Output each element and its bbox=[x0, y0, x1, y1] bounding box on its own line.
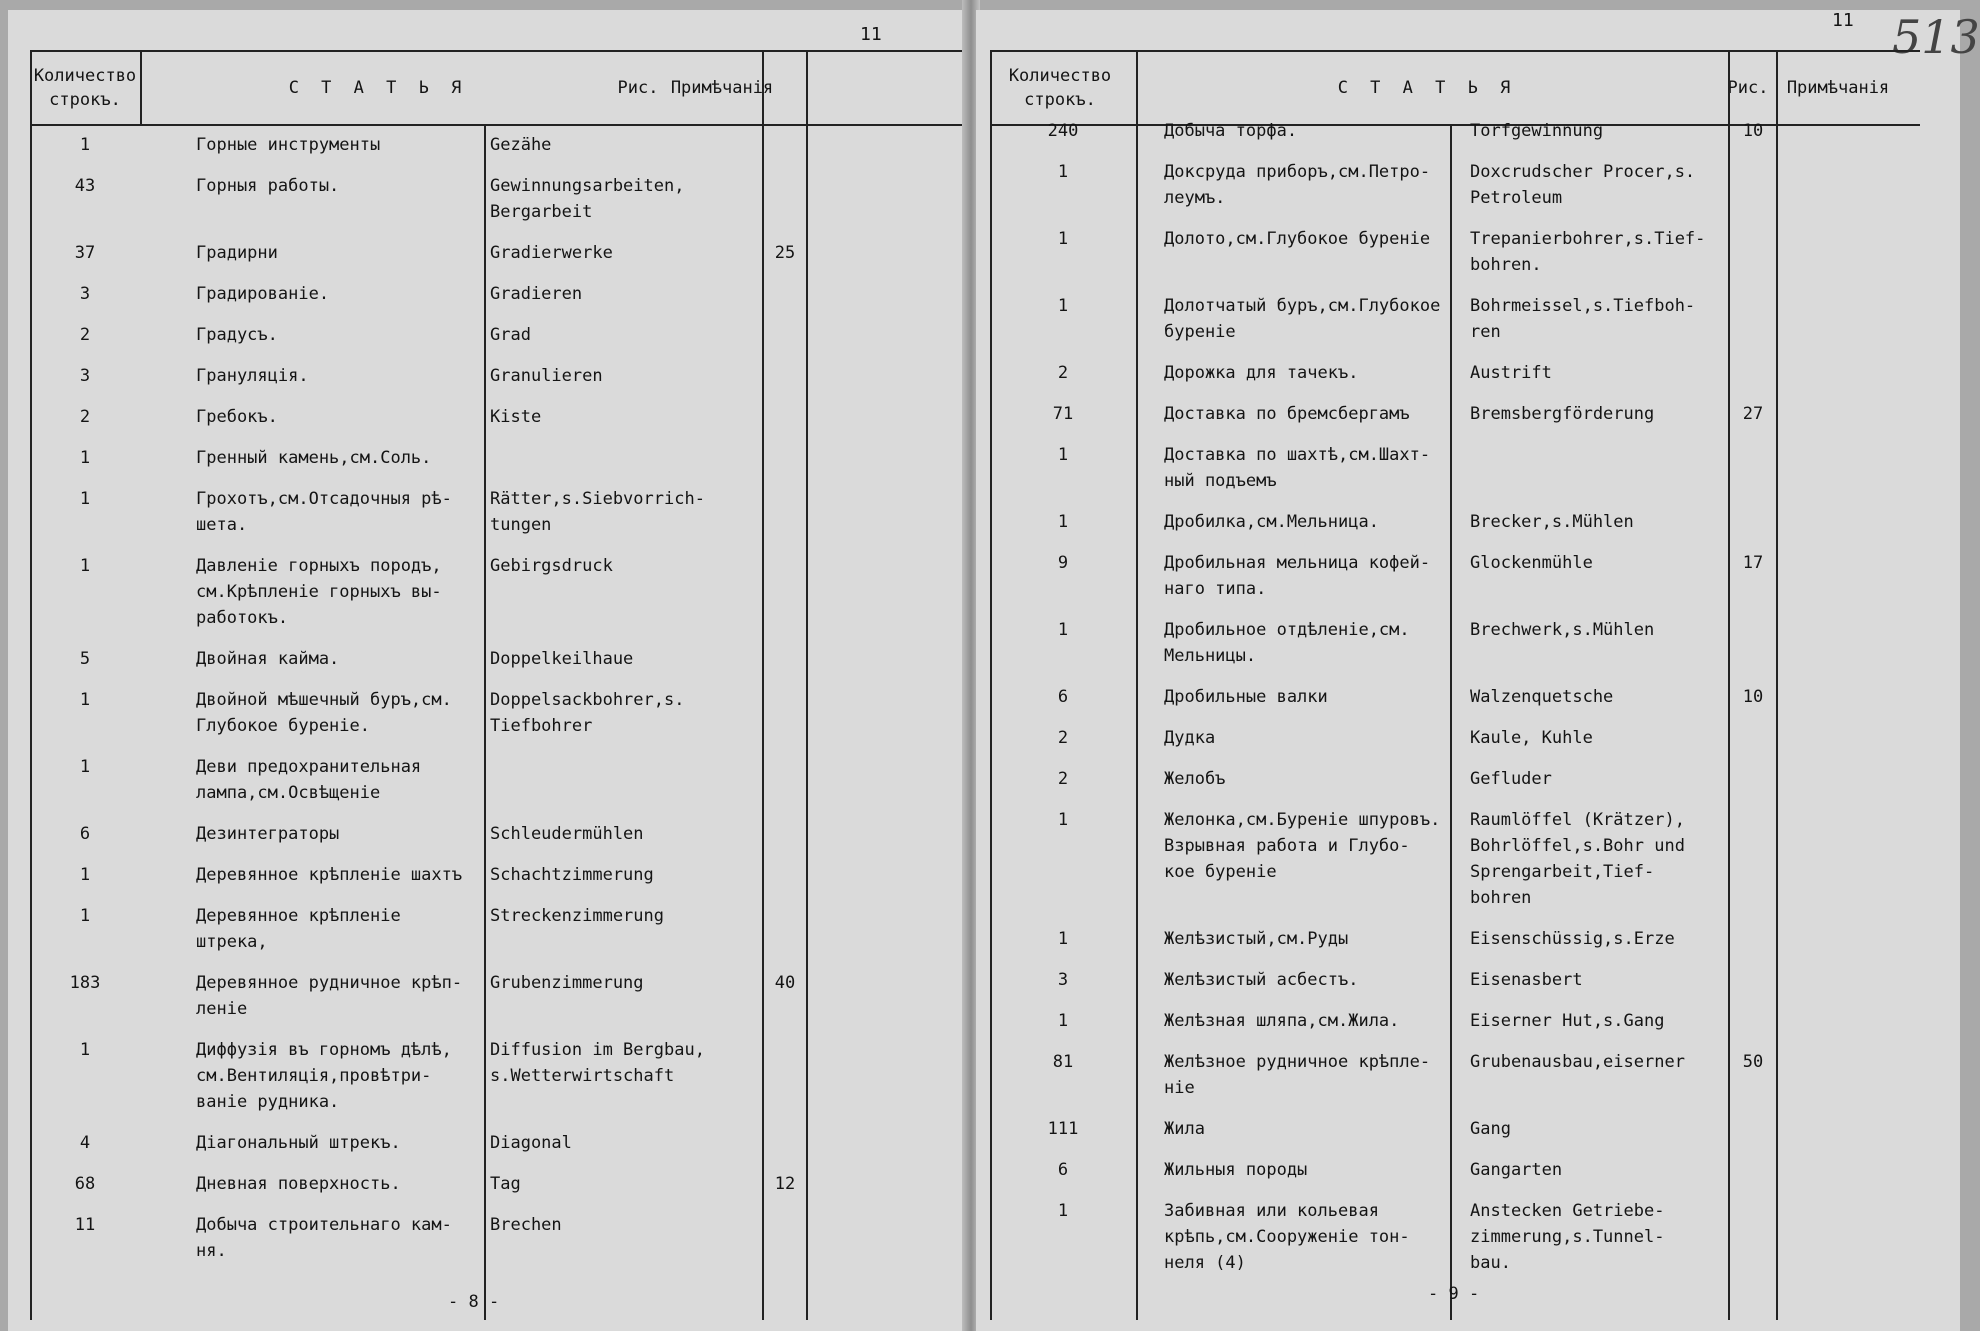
entry-count: 1 bbox=[79, 906, 91, 926]
entry-figure: 10 bbox=[1742, 687, 1764, 707]
entry-russian: Долото,см.Глубокое буреніе bbox=[1164, 229, 1431, 249]
entry-figure: 50 bbox=[1742, 1052, 1764, 1072]
entry-figure: 27 bbox=[1742, 404, 1764, 424]
entry-count: 3 bbox=[79, 366, 91, 386]
entry-count: 6 bbox=[1057, 687, 1069, 707]
header-article: С Т А Т Ь Я bbox=[288, 78, 468, 98]
entry-german: Anstecken Getriebe- zimmerung,s.Tunnel- bau. bbox=[1470, 1201, 1665, 1273]
entry-russian: Доставка по бремсбергамъ bbox=[1164, 404, 1410, 424]
entry-count: 2 bbox=[1057, 363, 1069, 383]
header-notes: Примѣчанія bbox=[1786, 78, 1890, 98]
entry-russian: Дробильное отдѣленіе,см. Мельницы. bbox=[1164, 620, 1410, 666]
entry-german: Brechwerk,s.Mühlen bbox=[1470, 620, 1655, 640]
entry-count: 4 bbox=[79, 1133, 91, 1153]
folio-mark: 513 bbox=[1892, 10, 1980, 64]
entry-russian: Двойной мѣшечный буръ,см. Глубокое буреніе. bbox=[196, 690, 452, 736]
header-notes: Примѣчанія bbox=[670, 78, 774, 98]
entry-russian: Добыча торфа. bbox=[1164, 121, 1298, 141]
entry-figure: 12 bbox=[774, 1174, 796, 1194]
entry-german: Eisenschüssig,s.Erze bbox=[1470, 929, 1675, 949]
entry-count: 1 bbox=[1057, 1011, 1069, 1031]
entry-russian: Дудка bbox=[1164, 728, 1216, 748]
entry-german: Schachtzimmerung bbox=[490, 865, 654, 885]
entry-german: Walzenquetsche bbox=[1470, 687, 1614, 707]
header-count: Количество строкъ. bbox=[1008, 66, 1112, 110]
entry-figure: 17 bbox=[1742, 553, 1764, 573]
page-top-number: 11 bbox=[1832, 10, 1854, 31]
entry-count: 1 bbox=[1057, 229, 1069, 249]
entry-german: Streckenzimmerung bbox=[490, 906, 664, 926]
entry-german: Gefluder bbox=[1470, 769, 1552, 789]
entry-count: 1 bbox=[79, 690, 91, 710]
entry-german: Brechen bbox=[490, 1215, 562, 1235]
entry-russian: Діагональный штрекъ. bbox=[196, 1133, 401, 1153]
entry-count: 1 bbox=[1057, 512, 1069, 532]
table-header bbox=[990, 50, 1920, 126]
entry-german: Torfgewinnung bbox=[1470, 121, 1604, 141]
entry-figure: 10 bbox=[1742, 121, 1764, 141]
entry-russian: Доставка по шахтѣ,см.Шахт- ный подъемъ bbox=[1164, 445, 1431, 491]
entry-russian: Желонка,см.Буреніе шпуровъ. Взрывная работа и Глубо- кое буреніе bbox=[1164, 810, 1441, 882]
entry-russian: Двойная кайма. bbox=[196, 649, 340, 669]
entry-count: 6 bbox=[79, 824, 91, 844]
entry-russian: Желѣзистый,см.Руды bbox=[1164, 929, 1349, 949]
entry-russian: Давленіе горныхъ породъ, см.Крѣпленіе горныхъ вы- работокъ. bbox=[196, 556, 442, 628]
entry-russian: Дробильные валки bbox=[1164, 687, 1328, 707]
entry-russian: Деревянное крѣпленіе штрека, bbox=[196, 906, 401, 952]
entry-german: Diffusion im Bergbau, s.Wetterwirtschaft bbox=[490, 1040, 705, 1086]
table-header bbox=[30, 50, 962, 126]
entry-russian: Градусъ. bbox=[196, 325, 278, 345]
entry-count: 3 bbox=[79, 284, 91, 304]
entry-count: 1 bbox=[79, 556, 91, 576]
right-page bbox=[976, 10, 1980, 1331]
entry-german: Rätter,s.Siebvorrich- tungen bbox=[490, 489, 705, 535]
entry-german: Doppelsackbohrer,s. Tiefbohrer bbox=[490, 690, 685, 736]
entry-russian: Гребокъ. bbox=[196, 407, 278, 427]
entry-count: 2 bbox=[1057, 728, 1069, 748]
entry-russian: Желобъ bbox=[1164, 769, 1226, 789]
entry-russian: Дневная поверхность. bbox=[196, 1174, 401, 1194]
page-number: - 9 - bbox=[1428, 1284, 1480, 1304]
entry-german: Doxcrudscher Procer,s. Petroleum bbox=[1470, 162, 1696, 208]
entry-russian: Грохотъ,см.Отсадочныя рѣ- шета. bbox=[196, 489, 452, 535]
entry-russian: Дробильная мельница кофей- наго типа. bbox=[1164, 553, 1431, 599]
entry-russian: Грануляція. bbox=[196, 366, 309, 386]
entry-count: 11 bbox=[74, 1215, 96, 1235]
entry-german: Gangarten bbox=[1470, 1160, 1563, 1180]
entry-count: 1 bbox=[79, 1040, 91, 1060]
entry-count: 1 bbox=[1057, 445, 1069, 465]
entry-russian: Градированіе. bbox=[196, 284, 330, 304]
entry-russian: Дезинтеграторы bbox=[196, 824, 340, 844]
entry-count: 240 bbox=[1047, 121, 1079, 141]
entry-german: Granulieren bbox=[490, 366, 603, 386]
entry-russian: Добыча строительнаго кам- ня. bbox=[196, 1215, 452, 1261]
header-article: С Т А Т Ь Я bbox=[1337, 78, 1517, 98]
entry-count: 111 bbox=[1047, 1119, 1079, 1139]
entry-german: Grad bbox=[490, 325, 531, 345]
entry-german: Eisenasbert bbox=[1470, 970, 1583, 990]
entry-russian: Доксруда приборъ,см.Петро- леумъ. bbox=[1164, 162, 1431, 208]
entry-russian: Горные инструменты bbox=[196, 135, 381, 155]
entry-count: 71 bbox=[1052, 404, 1074, 424]
entry-german: Gradieren bbox=[490, 284, 583, 304]
entry-count: 2 bbox=[79, 407, 91, 427]
entry-russian: Дробилка,см.Мельница. bbox=[1164, 512, 1379, 532]
left-page bbox=[8, 10, 966, 1331]
entry-german: Grubenausbau,eiserner bbox=[1470, 1052, 1685, 1072]
entry-count: 5 bbox=[79, 649, 91, 669]
entry-russian: Диффузія въ горномъ дѣлѣ, см.Вентиляція,провѣтри- ваніе рудника. bbox=[196, 1040, 452, 1112]
entry-count: 81 bbox=[1052, 1052, 1074, 1072]
entry-russian: Желѣзное рудничное крѣпле- ніе bbox=[1164, 1052, 1431, 1098]
entry-german: Gebirgsdruck bbox=[490, 556, 613, 576]
entry-count: 6 bbox=[1057, 1160, 1069, 1180]
entry-count: 1 bbox=[79, 757, 91, 777]
entry-russian: Горныя работы. bbox=[196, 176, 340, 196]
entry-figure: 40 bbox=[774, 973, 796, 993]
entry-count: 9 bbox=[1057, 553, 1069, 573]
entry-russian: Забивная или кольевая крѣпь,см.Сооруженіе тон- неля (4) bbox=[1164, 1201, 1410, 1273]
entry-count: 1 bbox=[79, 865, 91, 885]
entry-german: Eiserner Hut,s.Gang bbox=[1470, 1011, 1665, 1031]
entry-count: 1 bbox=[1057, 929, 1069, 949]
entry-count: 3 bbox=[1057, 970, 1069, 990]
entry-russian: Дорожка для тачекъ. bbox=[1164, 363, 1359, 383]
entry-count: 1 bbox=[79, 448, 91, 468]
entry-figure: 25 bbox=[774, 243, 796, 263]
header-fig: Рис. bbox=[1727, 78, 1769, 98]
entry-russian: Деревянное крѣпленіе шахтъ bbox=[196, 865, 463, 885]
entry-count: 1 bbox=[79, 135, 91, 155]
entry-german: Trepanierbohrer,s.Tief- bohren. bbox=[1470, 229, 1706, 275]
entry-german: Tag bbox=[490, 1174, 521, 1194]
entry-count: 43 bbox=[74, 176, 96, 196]
page-top-number: 11 bbox=[860, 24, 882, 45]
entry-russian: Жильныя породы bbox=[1164, 1160, 1308, 1180]
page-number: - 8 - bbox=[448, 1292, 500, 1312]
entry-count: 183 bbox=[69, 973, 101, 993]
entry-german: Kiste bbox=[490, 407, 542, 427]
entry-german: Kaule, Kuhle bbox=[1470, 728, 1593, 748]
entry-german: Schleudermühlen bbox=[490, 824, 644, 844]
entry-german: Gezähe bbox=[490, 135, 552, 155]
entry-count: 1 bbox=[79, 489, 91, 509]
header-fig: Рис. bbox=[617, 78, 659, 98]
entry-russian: Деви предохранительная лампа,см.Освѣщеніе bbox=[196, 757, 422, 803]
entry-german: Austrift bbox=[1470, 363, 1552, 383]
entry-count: 2 bbox=[1057, 769, 1069, 789]
entry-german: Bohrmeissel,s.Tiefboh- ren bbox=[1470, 296, 1696, 342]
entry-german: Brecker,s.Mühlen bbox=[1470, 512, 1634, 532]
entry-german: Gewinnungsarbeiten, Bergarbeit bbox=[490, 176, 685, 222]
entry-russian: Желѣзная шляпа,см.Жила. bbox=[1164, 1011, 1400, 1031]
entry-count: 68 bbox=[74, 1174, 96, 1194]
entry-count: 37 bbox=[74, 243, 96, 263]
entry-german: Diagonal bbox=[490, 1133, 572, 1153]
entry-german: Gradierwerke bbox=[490, 243, 613, 263]
entry-count: 1 bbox=[1057, 1201, 1069, 1221]
entry-count: 1 bbox=[1057, 810, 1069, 830]
entry-russian: Жила bbox=[1164, 1119, 1205, 1139]
entry-count: 1 bbox=[1057, 162, 1069, 182]
header-count: Количество строкъ. bbox=[33, 66, 137, 110]
entry-russian: Гренный камень,см.Соль. bbox=[196, 448, 432, 468]
entry-german: Doppelkeilhaue bbox=[490, 649, 634, 669]
entry-russian: Долотчатый буръ,см.Глубокое буреніе bbox=[1164, 296, 1441, 342]
entry-count: 1 bbox=[1057, 620, 1069, 640]
entry-count: 2 bbox=[79, 325, 91, 345]
entry-russian: Желѣзистый асбестъ. bbox=[1164, 970, 1359, 990]
entry-russian: Градирни bbox=[196, 243, 278, 263]
entry-german: Grubenzimmerung bbox=[490, 973, 644, 993]
entry-german: Gang bbox=[1470, 1119, 1511, 1139]
entry-german: Bremsbergförderung bbox=[1470, 404, 1655, 424]
entry-count: 1 bbox=[1057, 296, 1069, 316]
entry-russian: Деревянное рудничное крѣп- леніе bbox=[196, 973, 463, 1019]
entry-german: Raumlöffel (Krätzer), Bohrlöffel,s.Bohr und Sprengarbeit,Tief- bohren bbox=[1470, 810, 1685, 908]
entry-german: Glockenmühle bbox=[1470, 553, 1593, 573]
